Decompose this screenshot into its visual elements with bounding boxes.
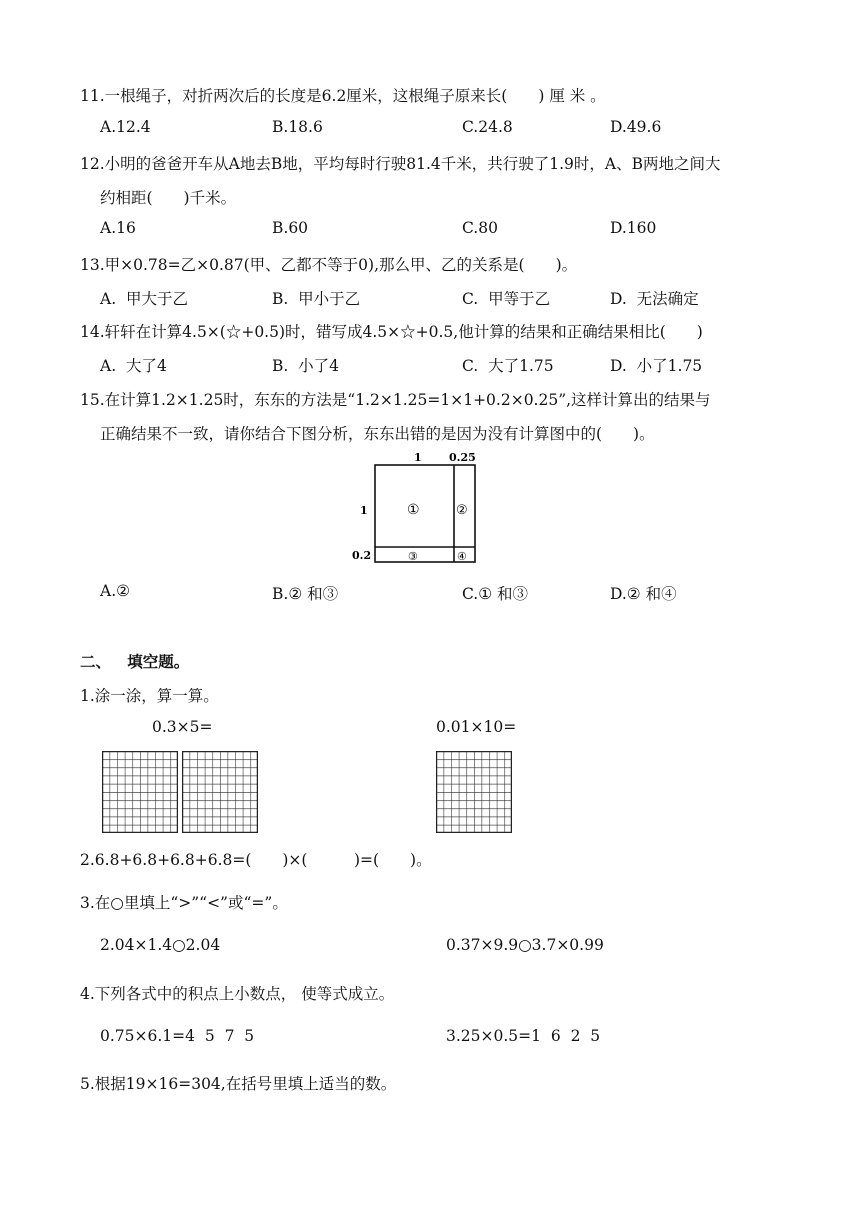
figure-region-4: ④	[457, 550, 467, 563]
q13-stem: 13.甲×0.78=乙×0.87(甲、乙都不等于0),那么甲、乙的关系是( )。	[80, 256, 578, 274]
section2-title: 二、 填空题。	[80, 653, 190, 671]
figure-top-label-2: 0.25	[449, 451, 476, 464]
figure-region-1: ①	[407, 502, 420, 518]
hundred-grid-2[interactable]	[182, 751, 258, 833]
figure-top-label-1: 1	[414, 451, 422, 464]
q15-option-d: D.② 和④	[610, 585, 677, 603]
figure-left-label-1: 1	[360, 504, 368, 517]
q15-stem-line2: 正确结果不一致，请你结合下图分析，东东出错的是因为没有计算图中的( )。	[100, 425, 655, 443]
q12-option-d: D.160	[610, 219, 657, 237]
q15-stem-line1: 15.在计算1.2×1.25时，东东的方法是“1.2×1.25=1×1+0.2×0.25”,这样计算出的结果与	[80, 391, 711, 409]
q15-area-figure	[350, 448, 490, 570]
q11-option-c: C.24.8	[462, 118, 513, 136]
q15-option-b: B.② 和③	[272, 585, 339, 603]
s2-q4-item2: 3.25×0.5=1 6 2 5	[446, 1027, 601, 1045]
q15-option-a: A.②	[100, 582, 131, 600]
q13-option-b: B. 甲小于乙	[272, 290, 361, 308]
q14-option-c: C. 大了1.75	[462, 357, 554, 375]
s2-q2-stem: 2.6.8+6.8+6.8+6.8=( )×( )=( )。	[80, 851, 432, 869]
q12-option-c: C.80	[462, 219, 498, 237]
figure-region-3: ③	[408, 550, 418, 563]
s2-q4-item1: 0.75×6.1=4 5 7 5	[100, 1027, 255, 1045]
s2-q4-stem: 4.下列各式中的积点上小数点， 使等式成立。	[80, 985, 395, 1003]
q11-option-b: B.18.6	[272, 118, 323, 136]
q13-option-a: A. 甲大于乙	[100, 290, 188, 308]
q12-option-b: B.60	[272, 219, 309, 237]
q11-stem: 11.一根绳子，对折两次后的长度是6.2厘米，这根绳子原来长( ) 厘 米 。	[80, 87, 606, 105]
figure-left-label-2: 0.2	[352, 549, 372, 562]
q13-option-c: C. 甲等于乙	[462, 290, 551, 308]
hundred-grid-1[interactable]	[102, 751, 178, 833]
q14-option-a: A. 大了4	[100, 357, 167, 375]
s2-q1-expr2: 0.01×10=	[436, 718, 517, 736]
s2-q1-expr1: 0.3×5=	[152, 718, 213, 736]
figure-region-2: ②	[456, 503, 468, 518]
q11-option-d: D.49.6	[610, 118, 662, 136]
q12-stem-line1: 12.小明的爸爸开车从A地去B地，平均每时行驶81.4千米，共行驶了1.9时，A、B两地之间大	[80, 155, 721, 173]
s2-q3-stem: 3.在○里填上“>”“<”或“=”。	[80, 894, 288, 912]
s2-q3-item1: 2.04×1.4○2.04	[100, 936, 221, 954]
s2-q1-stem: 1.涂一涂，算一算。	[80, 687, 219, 705]
q12-stem-line2: 约相距( )千米。	[100, 189, 237, 207]
hundred-grid-3[interactable]	[436, 751, 512, 833]
s2-q3-item2: 0.37×9.9○3.7×0.99	[446, 936, 604, 954]
q13-option-d: D. 无法确定	[610, 290, 699, 308]
q14-stem: 14.轩轩在计算4.5×(☆+0.5)时，错写成4.5×☆+0.5,他计算的结果和正确结果相比( )	[80, 323, 703, 341]
s2-q5-stem: 5.根据19×16=304,在括号里填上适当的数。	[80, 1075, 397, 1093]
q12-option-a: A.16	[100, 219, 136, 237]
q14-option-d: D. 小了1.75	[610, 357, 703, 375]
q15-option-c: C.① 和③	[462, 585, 529, 603]
q14-option-b: B. 小了4	[272, 357, 340, 375]
q11-option-a: A.12.4	[100, 118, 151, 136]
